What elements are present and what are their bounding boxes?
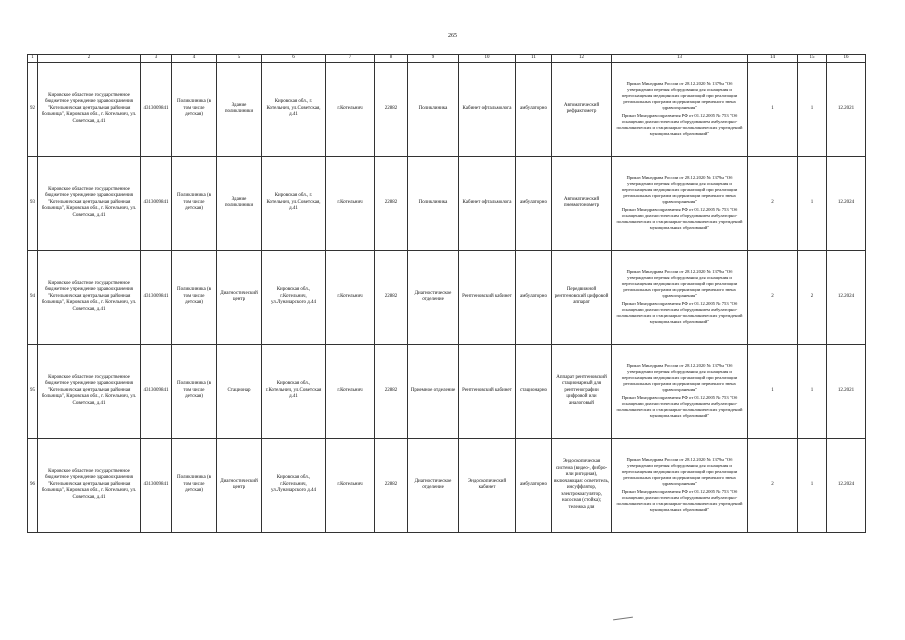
inn-cell: 4313009841 xyxy=(141,250,172,344)
locality-cell: г.Котельнич xyxy=(326,250,375,344)
qty-planned-cell: 1 xyxy=(798,438,827,532)
column-header: 8 xyxy=(375,55,408,63)
table-row xyxy=(28,344,866,438)
condition-cell: амбулаторно xyxy=(516,250,552,344)
equipment-cell: Аппарат рентгеновский стационарный для рентгенографии цифровой или аналоговый xyxy=(552,344,612,438)
qty-planned-cell: 2 xyxy=(798,250,827,344)
regulation-text: Приказ Минздрава России от 28.12.2020 № 1379н "Об утверждении перечня оборудования для оснащения и переоснащения медицинских организаций при реализации региональных программ модернизации первичного звена здравоохранения" xyxy=(621,81,738,110)
table-row xyxy=(28,62,866,156)
column-header: 13 xyxy=(612,55,748,63)
table-row xyxy=(28,438,866,532)
regulation-text: Приказ Минздравсоцразвития РФ от 01.12.2005 № 753 "Об оснащении диагностическим оборудованием амбулаторно-поликлинических и стационарно-поликлинических учреждений муниципальных образований" xyxy=(616,207,743,231)
date-cell: 12.2021 xyxy=(827,62,866,156)
qty-required-cell: 1 xyxy=(748,344,798,438)
column-header: 1 xyxy=(28,55,38,63)
table-row xyxy=(28,250,866,344)
room-cell: Кабинет офтальмолога xyxy=(459,62,516,156)
locality-cell: г.Котельнич xyxy=(326,62,375,156)
population-cell: 22882 xyxy=(375,62,408,156)
equipment-register-table xyxy=(27,54,866,533)
qty-required-cell: 1 xyxy=(748,62,798,156)
inn-cell: 4313009841 xyxy=(141,156,172,250)
department-cell: Диагностическое отделение xyxy=(408,438,459,532)
population-cell: 22882 xyxy=(375,438,408,532)
column-header: 16 xyxy=(827,55,866,63)
equipment-cell: Автоматический пневмотонометр xyxy=(552,156,612,250)
qty-required-cell: 2 xyxy=(748,438,798,532)
care-type-cell: Поликлиника (в том числе детская) xyxy=(172,438,217,532)
regulation-cell xyxy=(612,250,748,344)
building-cell: Здание поликлиники xyxy=(217,62,262,156)
scan-mark xyxy=(613,617,633,621)
column-header: 12 xyxy=(552,55,612,63)
inn-cell: 4313009841 xyxy=(141,344,172,438)
address-cell: Кировская обл., г.Котельнич, ул.Советская д.41 xyxy=(262,344,326,438)
equipment-cell: Эндоскопическая система (видео-, фибро- или ригидная), включающая: осветитель, инсуффлятор, электрокоагулятор, насосная (стойка); тележка для xyxy=(552,438,612,532)
organization-cell: Кировское областное государственное бюджетное учреждение здравоохранения "Котельничская центральная районная больница", Кировская обл., г. Котельнич, ул. Советская, д.41 xyxy=(38,344,141,438)
address-cell: Кировская обл., г. Котельнич, ул.Советская, д.41 xyxy=(262,156,326,250)
page-number: 265 xyxy=(448,33,457,39)
column-header: 2 xyxy=(38,55,141,63)
locality-cell: г.Котельнич xyxy=(326,344,375,438)
qty-planned-cell: 1 xyxy=(798,62,827,156)
condition-cell: стационарно xyxy=(516,344,552,438)
table-row xyxy=(28,156,866,250)
column-header: 10 xyxy=(459,55,516,63)
column-header: 5 xyxy=(217,55,262,63)
building-cell: Диагностический центр xyxy=(217,250,262,344)
department-cell: Приемное отделение xyxy=(408,344,459,438)
department-cell: Диагностическое отделение xyxy=(408,250,459,344)
locality-cell: г.Котельнич xyxy=(326,438,375,532)
row-number: 92 xyxy=(28,62,38,156)
regulation-text: Приказ Минздрава России от 28.12.2020 № 1379н "Об утверждении перечня оборудования для оснащения и переоснащения медицинских организаций при реализации региональных программ модернизации первичного звена здравоохранения" xyxy=(621,175,738,204)
department-cell: Поликлиника xyxy=(408,62,459,156)
date-cell: 12.2024 xyxy=(827,250,866,344)
population-cell: 22882 xyxy=(375,250,408,344)
population-cell: 22882 xyxy=(375,156,408,250)
room-cell: Рентгеновский кабинет xyxy=(459,344,516,438)
address-cell: Кировская обл., г. Котельнич, ул.Советская, д.41 xyxy=(262,62,326,156)
room-cell: Рентгеновский кабинет xyxy=(459,250,516,344)
room-cell: Эндоскопический кабинет xyxy=(459,438,516,532)
row-number: 96 xyxy=(28,438,38,532)
column-header: 15 xyxy=(798,55,827,63)
care-type-cell: Поликлиника (в том числе детская) xyxy=(172,344,217,438)
condition-cell: амбулаторно xyxy=(516,156,552,250)
qty-required-cell: 2 xyxy=(748,250,798,344)
organization-cell: Кировское областное государственное бюджетное учреждение здравоохранения "Котельничская центральная районная больница", Кировская обл., г. Котельнич, ул. Советская, д.41 xyxy=(38,156,141,250)
care-type-cell: Поликлиника (в том числе детская) xyxy=(172,250,217,344)
organization-cell: Кировское областное государственное бюджетное учреждение здравоохранения "Котельничская центральная районная больница", Кировская обл., г. Котельнич, ул. Советская, д.41 xyxy=(38,62,141,156)
regulation-cell xyxy=(612,156,748,250)
regulation-cell xyxy=(612,438,748,532)
regulation-text: Приказ Минздрава России от 28.12.2020 № 1379н "Об утверждении перечня оборудования для оснащения и переоснащения медицинских организаций при реализации региональных программ модернизации первичного звена здравоохранения" xyxy=(621,457,738,486)
regulation-text: Приказ Минздравсоцразвития РФ от 01.12.2005 № 753 "Об оснащении диагностическим оборудованием амбулаторно-поликлинических и стационарно-поликлинических учреждений муниципальных образований" xyxy=(616,113,743,137)
regulation-text: Приказ Минздравсоцразвития РФ от 01.12.2005 № 753 "Об оснащении диагностическим оборудованием амбулаторно-поликлинических и стационарно-поликлинических учреждений муниципальных образований" xyxy=(616,489,743,513)
equipment-cell: Передвижной рентгеновский цифровой аппарат xyxy=(552,250,612,344)
row-number: 95 xyxy=(28,344,38,438)
column-header: 6 xyxy=(262,55,326,63)
qty-planned-cell: 1 xyxy=(798,156,827,250)
condition-cell: амбулаторно xyxy=(516,62,552,156)
date-cell: 12.2024 xyxy=(827,438,866,532)
building-cell: Диагностический центр xyxy=(217,438,262,532)
building-cell: Здание поликлиники xyxy=(217,156,262,250)
column-header: 14 xyxy=(748,55,798,63)
organization-cell: Кировское областное государственное бюджетное учреждение здравоохранения "Котельничская центральная районная больница", Кировская обл., г. Котельнич, ул. Советская, д.41 xyxy=(38,250,141,344)
address-cell: Кировская обл., г.Котельнич, ул.Луначарского д.44 xyxy=(262,438,326,532)
date-cell: 12.2024 xyxy=(827,156,866,250)
locality-cell: г.Котельнич xyxy=(326,156,375,250)
column-header: 3 xyxy=(141,55,172,63)
condition-cell: амбулаторно xyxy=(516,438,552,532)
department-cell: Поликлиника xyxy=(408,156,459,250)
regulation-text: Приказ Минздравсоцразвития РФ от 01.12.2005 № 753 "Об оснащении диагностическим оборудованием амбулаторно-поликлинических и стационарно-поликлинических учреждений муниципальных образований" xyxy=(616,395,743,419)
regulation-text: Приказ Минздрава России от 28.12.2020 № 1379н "Об утверждении перечня оборудования для оснащения и переоснащения медицинских организаций при реализации региональных программ модернизации первичного звена здравоохранения" xyxy=(621,363,738,392)
date-cell: 12.2021 xyxy=(827,344,866,438)
column-header: 9 xyxy=(408,55,459,63)
care-type-cell: Поликлиника (в том числе детская) xyxy=(172,156,217,250)
regulation-text: Приказ Минздрава России от 28.12.2020 № 1379н "Об утверждении перечня оборудования для оснащения и переоснащения медицинских организаций при реализации региональных программ модернизации первичного звена здравоохранения" xyxy=(621,269,738,298)
regulation-cell xyxy=(612,344,748,438)
regulation-cell xyxy=(612,62,748,156)
column-header: 7 xyxy=(326,55,375,63)
row-number: 93 xyxy=(28,156,38,250)
qty-required-cell: 2 xyxy=(748,156,798,250)
population-cell: 22882 xyxy=(375,344,408,438)
address-cell: Кировская обл., г.Котельнич, ул.Луначарского д.44 xyxy=(262,250,326,344)
organization-cell: Кировское областное государственное бюджетное учреждение здравоохранения "Котельничская центральная районная больница", Кировская обл., г. Котельнич, ул. Советская, д.41 xyxy=(38,438,141,532)
column-number-row xyxy=(28,55,866,63)
inn-cell: 4313009841 xyxy=(141,438,172,532)
room-cell: Кабинет офтальмолога xyxy=(459,156,516,250)
equipment-cell: Автоматический рефрактометр xyxy=(552,62,612,156)
row-number: 94 xyxy=(28,250,38,344)
qty-planned-cell: 1 xyxy=(798,344,827,438)
regulation-text: Приказ Минздравсоцразвития РФ от 01.12.2005 № 753 "Об оснащении диагностическим оборудованием амбулаторно-поликлинических и стационарно-поликлинических учреждений муниципальных образований" xyxy=(616,301,743,325)
column-header: 4 xyxy=(172,55,217,63)
inn-cell: 4313009841 xyxy=(141,62,172,156)
care-type-cell: Поликлиника (в том числе детская) xyxy=(172,62,217,156)
building-cell: Стационар xyxy=(217,344,262,438)
column-header: 11 xyxy=(516,55,552,63)
